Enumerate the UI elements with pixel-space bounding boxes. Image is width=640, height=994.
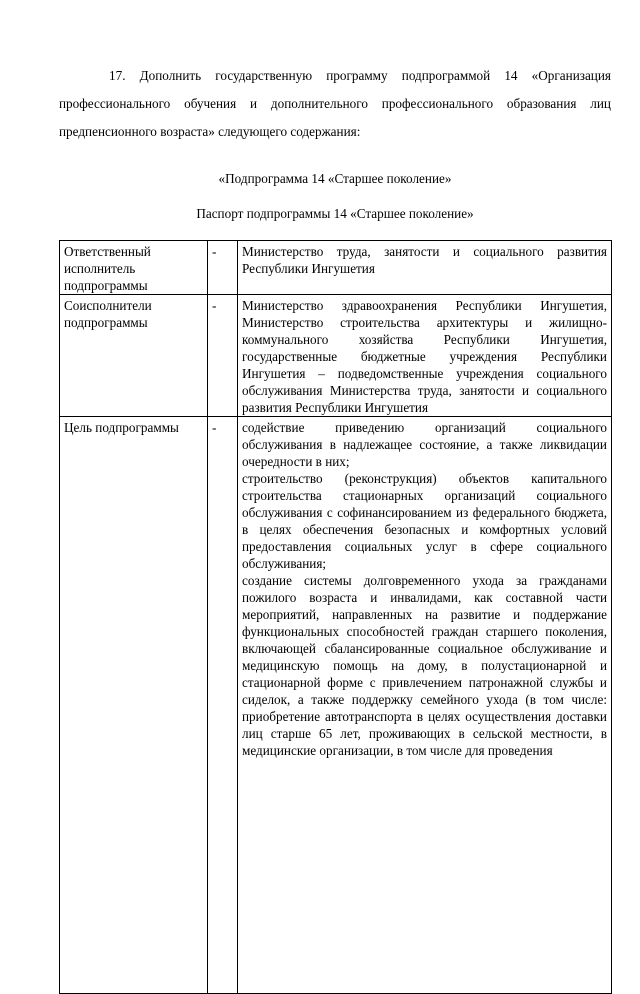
value-paragraph: Министерство здравоохранения Республики Ингушетия, Министерство строительства архитектуры и жилищно-коммунального хозяйства Республики Ингушетия, государственные бюджетные учреждения Республики Ингушетия – подведомственные учреждения социального обслуживания Министерства труда, занятости и социального развития Республики Ингушетия (242, 298, 607, 415)
row-label: Цель подпрограммы (60, 417, 208, 994)
passport-table (59, 240, 612, 994)
row-label: Соисполнители подпрограммы (60, 295, 208, 417)
row-dash: - (208, 295, 238, 417)
row-dash: - (208, 417, 238, 994)
table-row (60, 241, 612, 295)
row-dash: - (208, 241, 238, 295)
table-row (60, 295, 612, 417)
value-paragraph: Министерство труда, занятости и социального развития Республики Ингушетия (242, 244, 607, 276)
row-label: Ответственный исполнитель подпрограммы (60, 241, 208, 295)
value-paragraph: строительство (реконструкция) объектов капитального строительства стационарных организаций социального обслуживания с софинансированием из федерального бюджета, в целях обеспечения безопасных и комфортных условий предоставления социальных услуг в сфере социального обслуживания; (242, 471, 607, 571)
subprogram-title: «Подпрограмма 14 «Старшее поколение» (218, 171, 452, 186)
row-value (238, 417, 612, 994)
value-paragraph: создание системы долговременного ухода за гражданами пожилого возраста и инвалидами, как составной части мероприятий, направленных на развитие и поддержание функциональных способностей граждан старшего поколения, включающей сбалансированные социальное обслуживание и медицинскую помощь на дому, в полустационарной и стационарной форме с привлечением патронажной службы и сиделок, а также поддержку семейного ухода (в том числе: приобретение автотранспорта в целях осуществления доставки лиц старше 65 лет, проживающих в сельской местности, в медицинские организации, в том числе для проведения (242, 573, 607, 758)
intro-paragraph: 17. Дополнить государственную программу подпрограммой 14 «Организация профессионального обучения и дополнительного профессионального образования лиц предпенсионного возраста» следующего содержания: (59, 68, 611, 139)
value-paragraph: содействие приведению организаций социального обслуживания в надлежащее состояние, а также ликвидации очередности в них; (242, 420, 607, 469)
passport-title: Паспорт подпрограммы 14 «Старшее поколение» (196, 206, 474, 221)
table-row (60, 417, 612, 994)
row-value (238, 295, 612, 417)
row-value (238, 241, 612, 295)
